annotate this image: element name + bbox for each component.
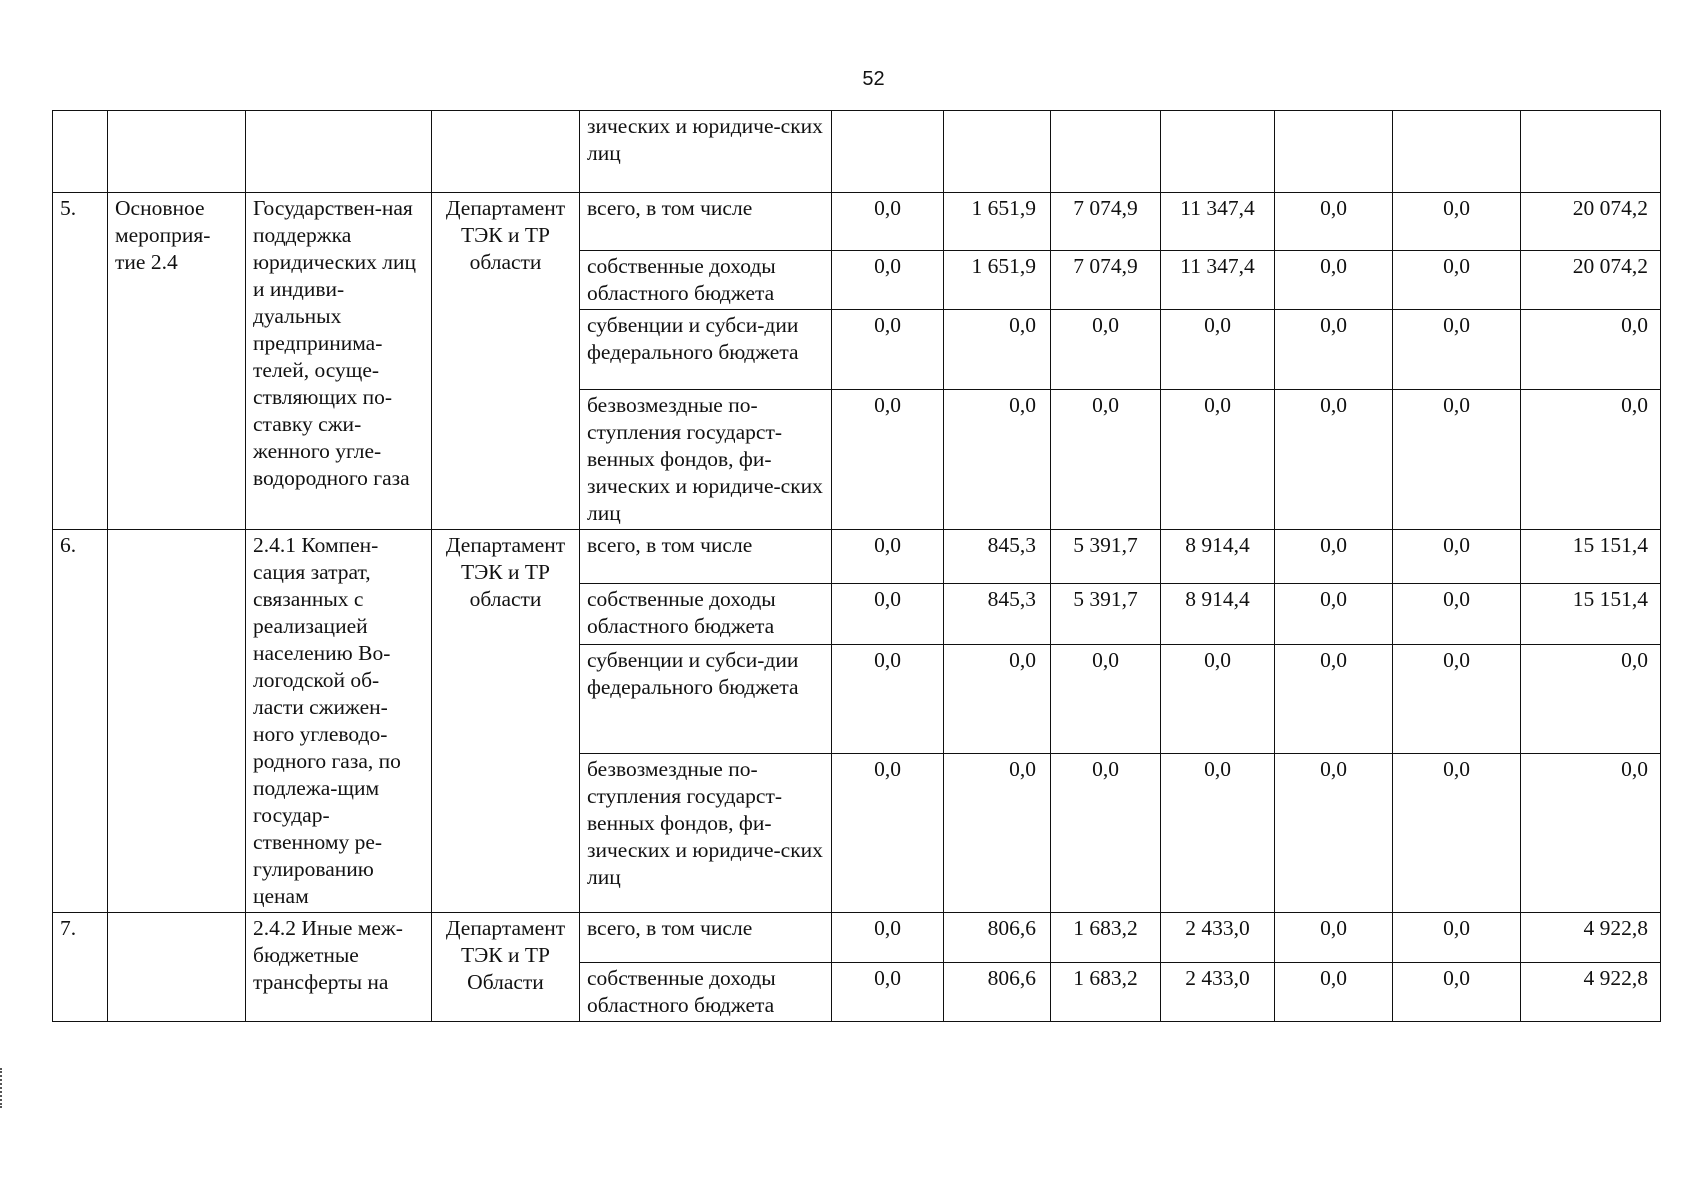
amount-cell: 0,0 xyxy=(832,530,944,584)
program-name-cell: Государствен-ная поддержка юридических лиц и индиви-дуальных предпринима-телей, осуще-ствляющих по-ставку сжи-женного угле-водородного газа xyxy=(246,193,432,530)
amount-cell: 0,0 xyxy=(1393,583,1521,644)
amount-cell: 0,0 xyxy=(1393,644,1521,753)
amount-cell: 0,0 xyxy=(1393,193,1521,251)
funding-source-cell: зических и юридиче-ских лиц xyxy=(580,111,832,193)
amount-cell: 0,0 xyxy=(1393,963,1521,1022)
page-number: 52 xyxy=(862,68,885,90)
amount-cell: 806,6 xyxy=(944,963,1051,1022)
amount-cell: 8 914,4 xyxy=(1161,583,1275,644)
amount-cell: 0,0 xyxy=(1275,530,1393,584)
amount-cell: 0,0 xyxy=(1051,390,1161,530)
continuation-row xyxy=(53,111,1661,193)
status-cell: Основное мероприя-тие 2.4 xyxy=(108,193,246,530)
amount-cell: 7 074,9 xyxy=(1051,193,1161,251)
empty-value-cell xyxy=(1521,111,1661,193)
status-cell xyxy=(108,530,246,913)
amount-cell: 806,6 xyxy=(944,913,1051,963)
amount-cell: 1 651,9 xyxy=(944,251,1051,310)
amount-cell: 8 914,4 xyxy=(1161,530,1275,584)
amount-cell: 0,0 xyxy=(1393,530,1521,584)
amount-cell: 1 683,2 xyxy=(1051,913,1161,963)
amount-cell: 0,0 xyxy=(1275,193,1393,251)
amount-cell: 0,0 xyxy=(944,644,1051,753)
amount-cell: 0,0 xyxy=(944,390,1051,530)
amount-cell: 0,0 xyxy=(1521,644,1661,753)
amount-cell: 0,0 xyxy=(1275,754,1393,913)
budget-table xyxy=(52,110,1661,1022)
row-number-cell: 5. xyxy=(53,193,108,530)
amount-cell: 11 347,4 xyxy=(1161,193,1275,251)
funding-source-cell: субвенции и субси-дии федерального бюджета xyxy=(580,310,832,390)
amount-cell: 0,0 xyxy=(832,644,944,753)
empty-cell xyxy=(432,111,580,193)
funding-source-cell: субвенции и субси-дии федерального бюджета xyxy=(580,644,832,753)
amount-cell: 1 651,9 xyxy=(944,193,1051,251)
funding-source-cell: всего, в том числе xyxy=(580,913,832,963)
amount-cell: 0,0 xyxy=(832,913,944,963)
funding-source-cell: безвозмездные по-ступления государст-венных фондов, фи-зических и юридиче-ских лиц xyxy=(580,390,832,530)
amount-cell: 0,0 xyxy=(832,390,944,530)
amount-cell: 0,0 xyxy=(832,193,944,251)
amount-cell: 845,3 xyxy=(944,583,1051,644)
amount-cell: 20 074,2 xyxy=(1521,193,1661,251)
amount-cell: 0,0 xyxy=(832,310,944,390)
empty-value-cell xyxy=(1051,111,1161,193)
funding-source-cell: собственные доходы областного бюджета xyxy=(580,963,832,1022)
amount-cell: 11 347,4 xyxy=(1161,251,1275,310)
amount-cell: 845,3 xyxy=(944,530,1051,584)
amount-cell: 4 922,8 xyxy=(1521,963,1661,1022)
amount-cell: 0,0 xyxy=(1051,754,1161,913)
amount-cell: 0,0 xyxy=(1275,310,1393,390)
amount-cell: 0,0 xyxy=(1161,390,1275,530)
amount-cell: 0,0 xyxy=(1161,644,1275,753)
amount-cell: 0,0 xyxy=(944,310,1051,390)
empty-value-cell xyxy=(832,111,944,193)
amount-cell: 0,0 xyxy=(1521,390,1661,530)
empty-value-cell xyxy=(944,111,1051,193)
scan-edge-marks xyxy=(0,1068,8,1108)
amount-cell: 5 391,7 xyxy=(1051,530,1161,584)
amount-cell: 0,0 xyxy=(1393,754,1521,913)
department-cell: Департамент ТЭК и ТР области xyxy=(432,193,580,530)
amount-cell: 0,0 xyxy=(1275,390,1393,530)
amount-cell: 0,0 xyxy=(1051,310,1161,390)
amount-cell: 0,0 xyxy=(1275,583,1393,644)
amount-cell: 15 151,4 xyxy=(1521,530,1661,584)
amount-cell: 4 922,8 xyxy=(1521,913,1661,963)
table-row xyxy=(53,193,1661,251)
funding-source-cell: собственные доходы областного бюджета xyxy=(580,251,832,310)
table-row xyxy=(53,530,1661,584)
table-body xyxy=(53,111,1661,1022)
amount-cell: 0,0 xyxy=(1275,251,1393,310)
amount-cell: 0,0 xyxy=(944,754,1051,913)
amount-cell: 0,0 xyxy=(832,583,944,644)
amount-cell: 2 433,0 xyxy=(1161,913,1275,963)
funding-source-cell: всего, в том числе xyxy=(580,530,832,584)
amount-cell: 0,0 xyxy=(1161,310,1275,390)
department-cell: Департамент ТЭК и ТР области xyxy=(432,530,580,913)
amount-cell: 15 151,4 xyxy=(1521,583,1661,644)
department-cell: Департамент ТЭК и ТР Области xyxy=(432,913,580,1022)
funding-source-cell: всего, в том числе xyxy=(580,193,832,251)
amount-cell: 20 074,2 xyxy=(1521,251,1661,310)
amount-cell: 0,0 xyxy=(1275,644,1393,753)
amount-cell: 0,0 xyxy=(1161,754,1275,913)
empty-value-cell xyxy=(1275,111,1393,193)
funding-source-cell: безвозмездные по-ступления государст-венных фондов, фи-зических и юридиче-ских лиц xyxy=(580,754,832,913)
amount-cell: 0,0 xyxy=(832,251,944,310)
amount-cell: 0,0 xyxy=(1393,913,1521,963)
empty-cell xyxy=(246,111,432,193)
amount-cell: 1 683,2 xyxy=(1051,963,1161,1022)
amount-cell: 0,0 xyxy=(1275,913,1393,963)
row-number-cell: 7. xyxy=(53,913,108,1022)
table-row xyxy=(53,913,1661,963)
program-name-cell: 2.4.1 Компен-сация затрат, связанных с реализацией населению Во-логодской об-ласти сжижен-ного углеводо-родного газа, по подлежа-щим государ-ственному ре-гулированию ценам xyxy=(246,530,432,913)
program-name-cell: 2.4.2 Иные меж-бюджетные трансферты на xyxy=(246,913,432,1022)
amount-cell: 0,0 xyxy=(1393,251,1521,310)
amount-cell: 0,0 xyxy=(1275,963,1393,1022)
empty-value-cell xyxy=(1161,111,1275,193)
empty-cell xyxy=(53,111,108,193)
amount-cell: 0,0 xyxy=(1051,644,1161,753)
empty-cell xyxy=(108,111,246,193)
amount-cell: 0,0 xyxy=(1521,754,1661,913)
status-cell xyxy=(108,913,246,1022)
amount-cell: 0,0 xyxy=(1393,390,1521,530)
funding-source-cell: собственные доходы областного бюджета xyxy=(580,583,832,644)
amount-cell: 5 391,7 xyxy=(1051,583,1161,644)
amount-cell: 2 433,0 xyxy=(1161,963,1275,1022)
amount-cell: 0,0 xyxy=(832,754,944,913)
row-number-cell: 6. xyxy=(53,530,108,913)
amount-cell: 0,0 xyxy=(1521,310,1661,390)
amount-cell: 7 074,9 xyxy=(1051,251,1161,310)
empty-value-cell xyxy=(1393,111,1521,193)
amount-cell: 0,0 xyxy=(832,963,944,1022)
amount-cell: 0,0 xyxy=(1393,310,1521,390)
